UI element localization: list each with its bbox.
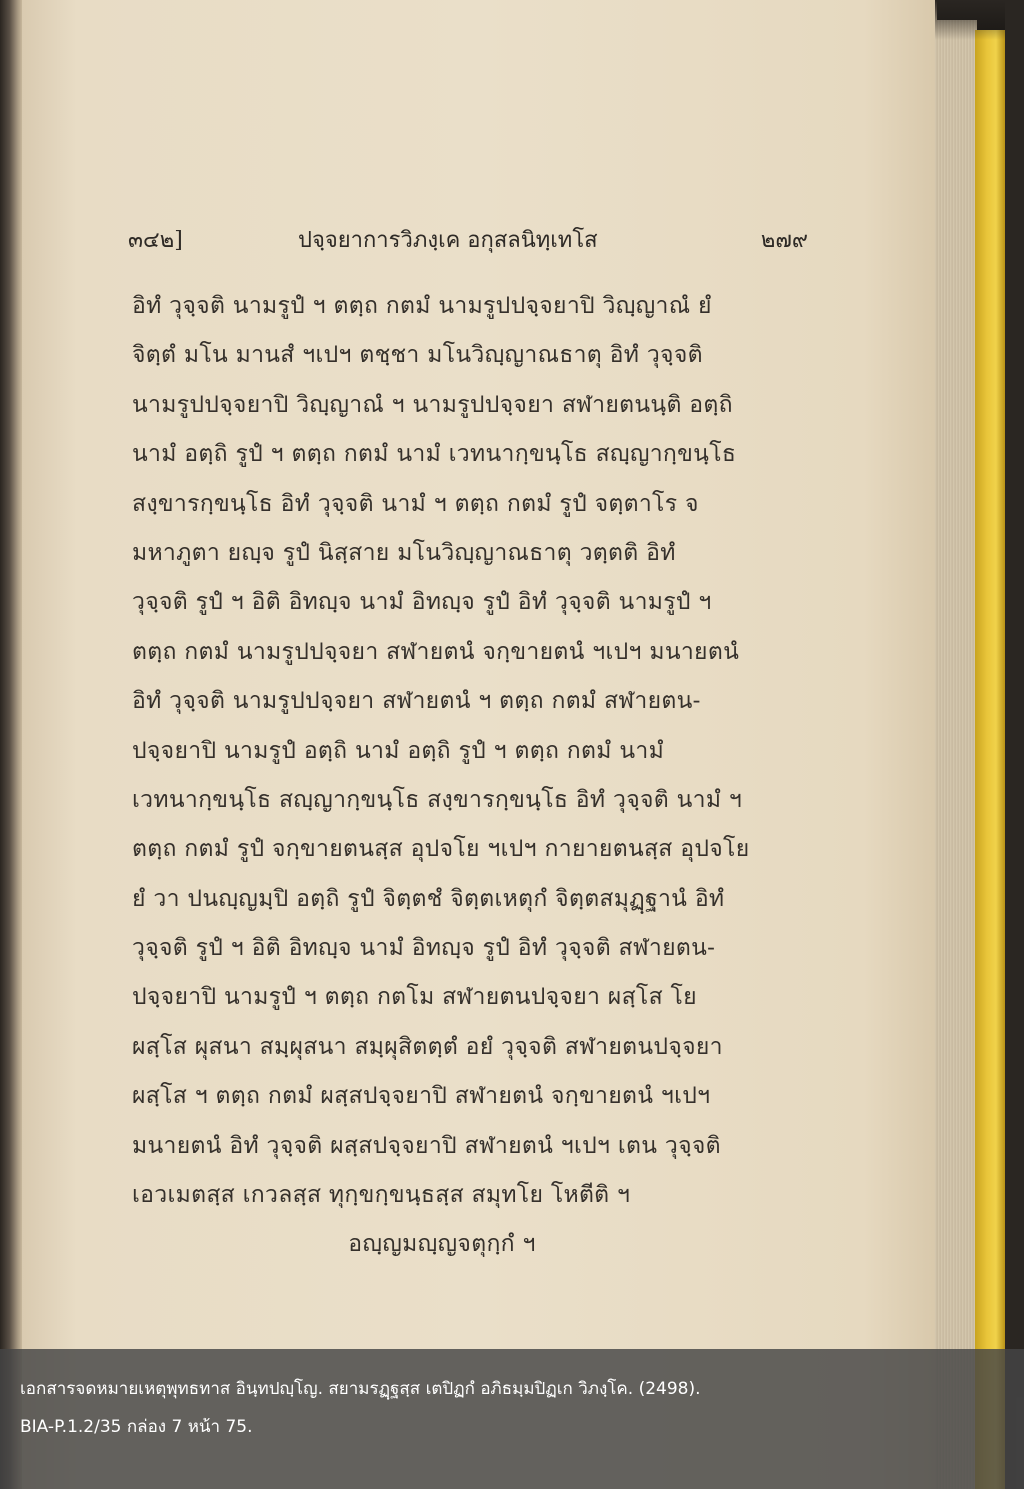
book-gutter (0, 0, 24, 1489)
text-line: ยํ วา ปนญฺญมฺปิ อตฺถิ รูปํ จิตฺตชํ จิตฺตเหตุกํ จิตฺตสมุฏฺฐานํ อิทํ (132, 885, 725, 912)
text-line: วุจฺจติ รูปํ ฯ อิติ อิทญฺจ นามํ อิทญฺจ รูปํ อิทํ วุจฺจติ นามรูปํ ฯ (132, 589, 712, 616)
text-line: ตตฺถ กตมํ นามรูปปจฺจยา สฬายตนํ จกฺขายตนํ ฯเปฯ มนายตนํ (132, 638, 740, 665)
text-line: เอวเมตสฺส เกวลสฺส ทุกฺขกฺขนฺธสฺส สมุทโย โหตีติ ฯ (132, 1182, 631, 1209)
text-line: เวทนากฺขนฺโธ สญฺญากฺขนฺโธ สงฺขารกฺขนฺโธ อิทํ วุจฺจติ นามํ ฯ (132, 786, 743, 813)
text-line: ผสฺโส ฯ ตตฺถ กตมํ ผสฺสปจฺจยาปิ สฬายตนํ จกฺขายตนํ ฯเปฯ (132, 1083, 711, 1110)
text-line: จิตฺตํ มโน มานสํ ฯเปฯ ตชฺชา มโนวิญฺญาณธาตุ อิทํ วุจฺจติ (132, 342, 703, 369)
page-number-right: ๒๗๙ (760, 228, 808, 253)
page-body (132, 282, 822, 1270)
background-right (1005, 0, 1024, 1489)
text-line: มหาภูตา ยญฺจ รูปํ นิสฺสาย มโนวิญฺญาณธาตุ วตฺตติ อิทํ (132, 539, 676, 566)
text-line: นามํ อตฺถิ รูปํ ฯ ตตฺถ กตมํ นามํ เวทนากฺขนฺโธ สญฺญากฺขนฺโธ (132, 441, 737, 468)
text-line: มนายตนํ อิทํ วุจฺจติ ผสฺสปจฺจยาปิ สฬายตนํ ฯเปฯ เตน วุจฺจติ (132, 1132, 721, 1159)
text-line: อิทํ วุจฺจติ นามรูปปจฺจยา สฬายตนํ ฯ ตตฺถ กตมํ สฬายตน- (132, 688, 701, 715)
text-line: อิทํ วุจฺจติ นามรูปํ ฯ ตตฺถ กตมํ นามรูปปจฺจยาปิ วิญฺญาณํ ยํ (132, 293, 712, 319)
text-line: ปจฺจยาปิ นามรูปํ ฯ ตตฺถ กตโม สฬายตนปจฺจยา ผสฺโส โย (132, 984, 697, 1011)
text-line: สงฺขารกฺขนฺโธ อิทํ วุจฺจติ นามํ ฯ ตตฺถ กตมํ รูปํ จตฺตาโร จ (132, 490, 699, 517)
text-line: ตตฺถ กตมํ รูปํ จกฺขายตนสฺส อุปจโย ฯเปฯ กายายตนสฺส อุปจโย (132, 836, 750, 863)
archive-caption (0, 1349, 1024, 1489)
running-header (128, 222, 808, 256)
running-title: ปจฺจยาการวิภงฺเค อกุสลนิทฺเทโส (298, 228, 598, 253)
shadow (935, 0, 1024, 40)
caption-line-1: เอกสารจดหมายเหตุพุทธทาส อินฺทปญฺโญ. สยามรฏฺฐสฺส เตปิฏกํ อภิธมฺมปิฏเก วิภงฺโค. (2498). (20, 1379, 701, 1399)
text-line: ปจฺจยาปิ นามรูปํ อตฺถิ นามํ อตฺถิ รูปํ ฯ ตตฺถ กตมํ นามํ (132, 737, 665, 764)
text-line: วุจฺจติ รูปํ ฯ อิติ อิทญฺจ นามํ อิทญฺจ รูปํ อิทํ วุจฺจติ สฬายตน- (132, 935, 716, 962)
text-line: ผสฺโส ผุสนา สมฺผุสนา สมฺผุสิตตฺตํ อยํ วุจฺจติ สฬายตนปจฺจยา (132, 1033, 723, 1060)
book-cover-edge (975, 30, 1005, 1489)
text-line: นามรูปปจฺจยาปิ วิญฺญาณํ ฯ นามรูปปจฺจยา สฬายตนนฺติ อตฺถิ (132, 391, 733, 418)
page-number-left: ๓๔๒] (128, 228, 183, 253)
text-line: อญฺญมญฺญจตุกฺกํ ฯ (348, 1231, 536, 1258)
caption-line-2: BIA-P.1.2/35 กล่อง 7 หน้า 75. (20, 1417, 253, 1437)
page-edges (935, 20, 977, 1489)
